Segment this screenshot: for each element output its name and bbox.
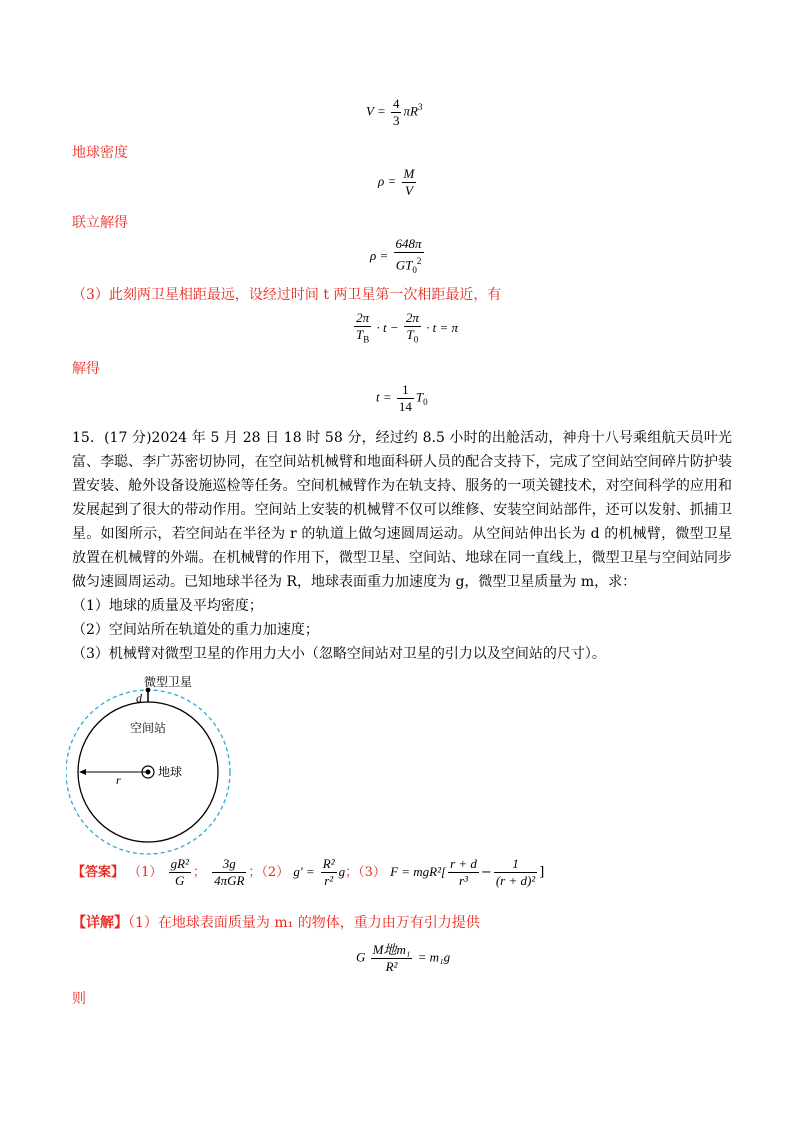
fraction-numerator: M xyxy=(403,166,415,181)
fraction xyxy=(402,166,417,199)
eq-exponent: 2 xyxy=(416,256,422,266)
problem-15 xyxy=(72,426,732,666)
eq-radius: R xyxy=(410,103,418,119)
answer-3-lhs: F = mgR²[ xyxy=(390,864,447,879)
label-d: d xyxy=(136,691,142,705)
label-r: r xyxy=(116,773,121,787)
fraction-denominator: 14 xyxy=(398,399,412,414)
fraction-numerator: 648π xyxy=(395,236,422,251)
answer-part-1-label: （1） xyxy=(128,865,163,880)
question-3: （3）机械臂对微型卫星的作用力大小（忽略空间站对卫星的引力以及空间站的尺寸）。 xyxy=(72,646,606,662)
question-2: （2）空间站所在轨道处的重力加速度； xyxy=(72,622,319,638)
fraction xyxy=(371,942,413,975)
label-earth: 地球 xyxy=(158,765,183,779)
fraction-numerator: M地m₁ xyxy=(372,942,411,957)
fraction xyxy=(391,96,402,129)
label-solve: 解得 xyxy=(72,361,100,377)
fraction-numerator: 3g xyxy=(212,856,246,873)
orbit-diagram xyxy=(66,672,266,858)
fraction-numerator: 1 xyxy=(397,382,414,399)
detail-tag: 【详解】 xyxy=(72,915,128,931)
answer-separator: ； xyxy=(192,865,206,880)
label-earth-density: 地球密度 xyxy=(72,145,128,161)
eq-lhs: t = xyxy=(376,389,392,405)
fraction xyxy=(404,310,421,348)
question-1: （1）地球的质量及平均密度； xyxy=(72,598,263,614)
label-space-station: 空间站 xyxy=(130,721,167,735)
eq-subscript: 0 xyxy=(413,334,419,345)
fraction xyxy=(448,856,479,889)
eq-exponent: 3 xyxy=(417,102,423,113)
fraction-denominator: V xyxy=(404,183,413,198)
problem-statement: 15．(17 分)2024 年 5 月 28 日 18 时 58 分，经过约 8.5 小时的出舱活动，神舟十八号乘组航天员叶光富、李聪、李广苏密切协同，在空间站机械臂和地面科研人员的配合支持下，完成了空间站空间碎片防护装置安装、舱外设备设施巡检等任务。空间机械臂作为在轨支持、服务的一项关键技术，对空间科学的应用和发展起到了很大的带动作用。空间站上安装的机械臂不仅可以维修、安装空间站部件，还可以发射、抓捕卫星。如图所示，若空间站在半径为 r 的轨道上做匀速圆周运动。从空间站伸出长为 d 的机械臂，微型卫星放置在机械臂的外端。在机械臂的作用下，微型卫星、空间站、地球在同一直线上，微型卫星与空间站同步做匀速圆周运动。已知地球半径为 R，地球表面重力加速度为 g，微型卫星质量为 m，求： xyxy=(72,430,732,590)
fraction xyxy=(212,856,246,889)
fraction-numerator: 2π xyxy=(405,310,419,325)
eq-lhs: V = xyxy=(366,103,386,119)
answer-part-3-label: ；（3） xyxy=(345,865,386,880)
equation-angle xyxy=(352,310,458,348)
answer-tag: 【答案】 xyxy=(72,865,125,880)
fraction-denominator: R² xyxy=(385,959,398,974)
label-micro-satellite: 微型卫星 xyxy=(144,675,193,689)
answer-part-2-label: ；（2） xyxy=(248,865,290,880)
fraction xyxy=(494,856,537,889)
eq-lhs: ρ = xyxy=(378,173,397,189)
answer-2-lhs: g' = xyxy=(293,864,315,879)
fraction-denominator: r³ xyxy=(459,873,468,888)
eq-den-text: T xyxy=(406,327,414,342)
fraction-numerator: R² xyxy=(322,856,335,871)
fraction-denominator xyxy=(354,327,371,348)
fraction-numerator: 2π xyxy=(354,310,371,327)
eq-subscript: 0 xyxy=(423,397,428,408)
part3-intro: （3）此刻两卫星相距最远，设经过时间 t 两卫星第一次相距最近，有 xyxy=(72,287,502,303)
fraction xyxy=(397,382,414,415)
equation-time xyxy=(376,382,428,415)
eq-den-text: GT xyxy=(395,257,413,273)
eq-pi: π xyxy=(403,103,410,119)
equation-gravity xyxy=(356,942,450,975)
fraction-denominator: (r + d)² xyxy=(495,873,536,888)
fraction-denominator xyxy=(394,253,424,278)
eq-subscript: B xyxy=(363,334,370,345)
fraction-numerator: 4 xyxy=(392,96,400,111)
fraction-denominator: r² xyxy=(324,873,334,888)
equation-volume xyxy=(366,96,422,129)
radius-arrowhead xyxy=(79,769,86,775)
label-then: 则 xyxy=(72,991,86,1007)
fraction-numerator: r + d xyxy=(450,856,477,871)
eq-middle: · t − xyxy=(376,319,399,335)
equation-density xyxy=(378,166,418,199)
answer-3-close: ] xyxy=(539,865,545,880)
eq-lhs: ρ = xyxy=(370,247,389,263)
equation-density-result xyxy=(370,236,426,278)
fraction xyxy=(354,310,371,348)
eq-rhs: = m₁g xyxy=(417,949,451,965)
eq-tail: · t = π xyxy=(426,319,459,335)
fraction xyxy=(394,236,424,278)
fraction-denominator: 3 xyxy=(392,113,400,128)
answer-2-tail: g xyxy=(338,864,346,879)
eq-subscript: 0 xyxy=(412,264,417,275)
eq-den-text: T xyxy=(356,327,364,342)
eq-rhs: T xyxy=(415,389,424,405)
detail-row xyxy=(72,912,480,932)
label-combined-solve: 联立解得 xyxy=(72,215,128,231)
fraction xyxy=(169,856,191,889)
fraction xyxy=(321,856,337,889)
answer-3-minus: − xyxy=(480,865,492,880)
fraction-denominator xyxy=(404,327,421,348)
answer-row xyxy=(72,856,544,889)
fraction-denominator: 4πGR xyxy=(214,873,245,888)
fraction-numerator: gR² xyxy=(170,856,189,871)
fraction-numerator: 1 xyxy=(494,856,537,873)
fraction-denominator: G xyxy=(175,873,185,888)
eq-gravitational-constant: G xyxy=(356,949,366,965)
detail-text: （1）在地球表面质量为 m₁ 的物体，重力由万有引力提供 xyxy=(128,915,480,931)
